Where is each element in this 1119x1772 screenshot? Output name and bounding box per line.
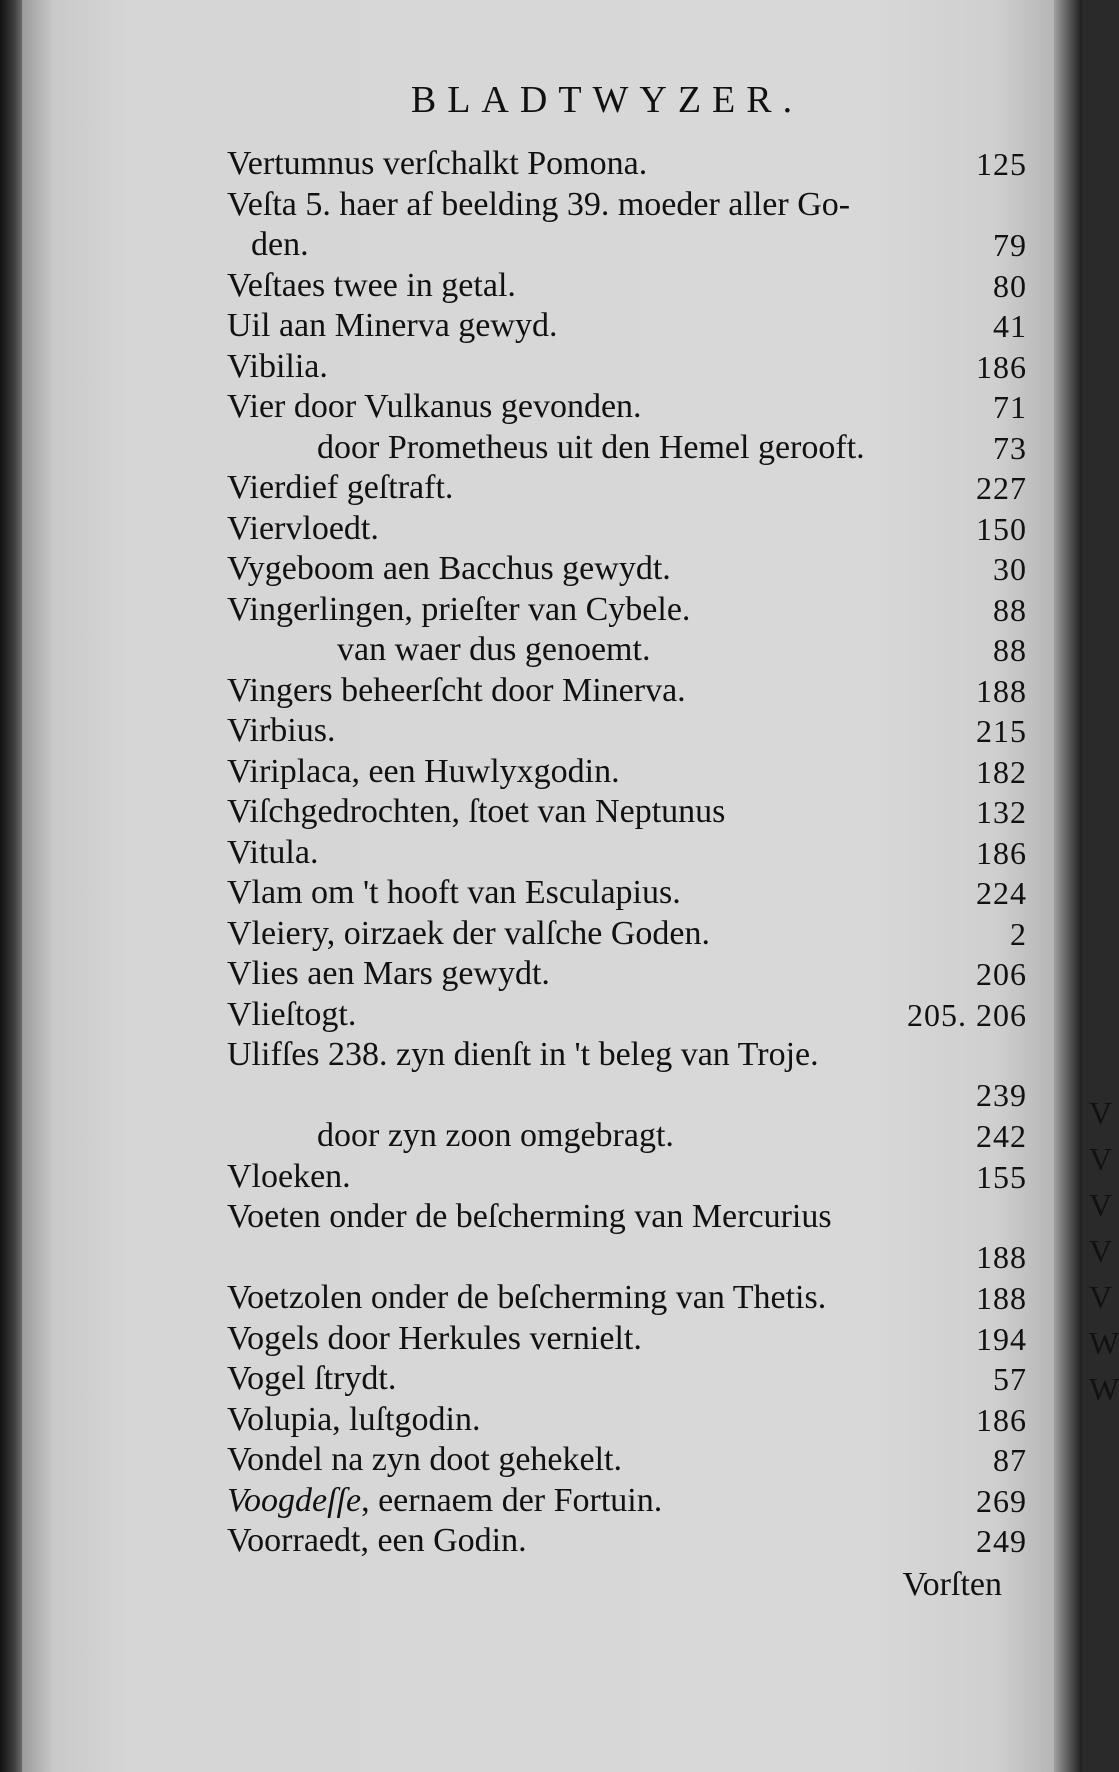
entry-text: Viervloedt.	[227, 509, 379, 547]
entry-text: Voorraedt, een Godin.	[227, 1522, 527, 1559]
entry-page-number: 73	[993, 429, 1027, 466]
index-entry	[227, 266, 1027, 307]
index-entry	[227, 509, 1027, 550]
entry-page-number: 2	[1010, 915, 1027, 952]
index-entry	[227, 306, 1027, 347]
catchword: Vorſten	[902, 1566, 1002, 1603]
entry-page-number: 150	[976, 510, 1027, 547]
entry-page-number: 239	[976, 1077, 1027, 1113]
entry-continuation: den.	[251, 225, 309, 263]
index-entry	[227, 671, 1027, 712]
index-entry	[227, 1035, 1027, 1116]
entry-text: Vogels door Herkules vernielt.	[227, 1319, 642, 1357]
entry-page-number: 87	[993, 1442, 1027, 1478]
index-entry	[227, 1157, 1027, 1198]
entry-page-number: 41	[993, 308, 1027, 344]
index-entry	[227, 428, 1027, 469]
entry-page-number: 155	[976, 1158, 1027, 1195]
entry-page-number: 249	[976, 1523, 1027, 1559]
index-entry	[227, 792, 1027, 833]
entry-page-number: 269	[976, 1482, 1027, 1519]
index-entry	[227, 1359, 1027, 1400]
entry-page-number: 186	[976, 1401, 1027, 1438]
entry-text-rest: , eernaem der Fortuin.	[361, 1481, 663, 1519]
facing-page-letter: W	[1089, 1371, 1119, 1407]
index-entry	[227, 954, 1027, 995]
index-entry	[227, 1319, 1027, 1360]
entry-page-number: 205. 206	[907, 996, 1027, 1033]
facing-page-letter: V	[1089, 1141, 1113, 1177]
entry-text: Volupia, luſtgodin.	[227, 1400, 481, 1438]
entry-page-number: 188	[976, 1280, 1027, 1316]
index-entry	[227, 630, 1027, 671]
entry-text: Veſta 5. haer af beelding 39. moeder aller Go-	[227, 185, 851, 223]
index-entry	[227, 1440, 1027, 1481]
entry-text: Vier door Vulkanus gevonden.	[227, 388, 642, 425]
entry-page-number: 188	[976, 672, 1027, 709]
index-entry	[227, 387, 1027, 428]
entry-text: Virbius.	[227, 712, 336, 749]
index-entry	[227, 590, 1027, 631]
entry-page-number: 224	[976, 875, 1027, 911]
entry-text: Voetzolen onder de beſcherming van Thetis.	[227, 1279, 827, 1316]
entry-page-number: 186	[976, 834, 1027, 871]
entry-text: Vondel na zyn doot gehekelt.	[227, 1441, 623, 1478]
entry-text: Vogel ſtrydt.	[227, 1360, 397, 1397]
index-entry	[227, 1278, 1027, 1319]
index-entry	[227, 914, 1027, 955]
entry-text: Vierdief geſtraft.	[227, 469, 454, 506]
entry-page-number: 132	[976, 794, 1027, 830]
entry-text: Vloeken.	[227, 1157, 351, 1195]
entry-page-number: 125	[976, 146, 1027, 182]
index-entry	[227, 1481, 1027, 1522]
entry-text: Vitula.	[227, 833, 319, 871]
index-entry	[227, 185, 1027, 266]
entry-text: Vleiery, oirzaek der valſche Goden.	[227, 914, 711, 952]
entry-text: Vibilia.	[227, 347, 328, 385]
facing-page-letter: W	[1089, 1325, 1119, 1361]
page-header: BLADTWYZER.	[410, 79, 804, 121]
book-page	[22, 0, 1082, 1772]
page-edge-shadow	[1054, 0, 1082, 1772]
entry-text: Viſchgedrochten, ſtoet van Neptunus	[227, 793, 726, 830]
entry-page-number: 30	[993, 551, 1027, 587]
entry-text: Uil aan Minerva gewyd.	[227, 307, 558, 344]
entry-text: Vingerlingen, prieſter van Cybele.	[227, 590, 691, 628]
entry-page-number: 182	[976, 753, 1027, 790]
entry-page-number: 186	[976, 348, 1027, 385]
entry-page-number: 88	[993, 632, 1027, 668]
facing-page-letter: V	[1089, 1233, 1113, 1269]
index-entries	[227, 144, 1027, 1562]
facing-page-letter: V	[1089, 1095, 1113, 1131]
entry-page-number: 215	[976, 713, 1027, 749]
entry-page-number: 71	[993, 389, 1027, 425]
entry-page-number: 242	[976, 1118, 1027, 1154]
entry-text	[227, 1481, 662, 1521]
facing-page-letter: V	[1089, 1187, 1113, 1223]
entry-text: Veſtaes twee in getal.	[227, 266, 516, 304]
index-entry	[227, 995, 1027, 1036]
entry-page-number: 57	[993, 1361, 1027, 1397]
entry-page-number: 79	[993, 226, 1027, 263]
entry-text: Vlam om 't hooft van Esculapius.	[227, 874, 681, 911]
entry-text: Vlies aen Mars gewydt.	[227, 955, 550, 992]
entry-page-number: 227	[976, 470, 1027, 506]
index-entry	[227, 144, 1027, 185]
index-entry	[227, 833, 1027, 874]
entry-text: Vygeboom aen Bacchus gewydt.	[227, 550, 671, 587]
entry-page-number: 206	[976, 956, 1027, 992]
entry-text: Vingers beheerſcht door Minerva.	[227, 671, 686, 709]
entry-text: van waer dus genoemt.	[337, 631, 651, 668]
entry-page-number: 88	[993, 591, 1027, 628]
entry-text: Viriplaca, een Huwlyxgodin.	[227, 752, 620, 790]
entry-text: Ulifſes 238. zyn dienſt in 't beleg van Troje.	[227, 1036, 819, 1073]
facing-page-letters	[1089, 1090, 1119, 1412]
index-entry	[227, 873, 1027, 914]
binding-gutter	[0, 0, 22, 1772]
index-entry	[227, 711, 1027, 752]
entry-page-number: 188	[976, 1239, 1027, 1275]
facing-page-letter: V	[1089, 1279, 1113, 1315]
entry-text: Vlieſtogt.	[227, 995, 357, 1033]
index-entry	[227, 347, 1027, 388]
index-entry	[227, 1400, 1027, 1441]
entry-text: Voeten onder de beſcherming van Mercurius	[227, 1198, 832, 1235]
index-entry	[227, 1521, 1027, 1562]
entry-text: door Prometheus uit den Hemel gerooft.	[317, 428, 865, 466]
entry-text-italic: Voogdeſſe	[227, 1481, 362, 1519]
entry-text: Vertumnus verſchalkt Pomona.	[227, 145, 648, 182]
index-entry	[227, 1116, 1027, 1157]
entry-page-number: 194	[976, 1320, 1027, 1357]
index-entry	[227, 752, 1027, 793]
index-entry	[227, 549, 1027, 590]
index-entry	[227, 468, 1027, 509]
entry-text: door zyn zoon omgebragt.	[317, 1117, 674, 1154]
index-entry	[227, 1197, 1027, 1278]
entry-page-number: 80	[993, 267, 1027, 304]
